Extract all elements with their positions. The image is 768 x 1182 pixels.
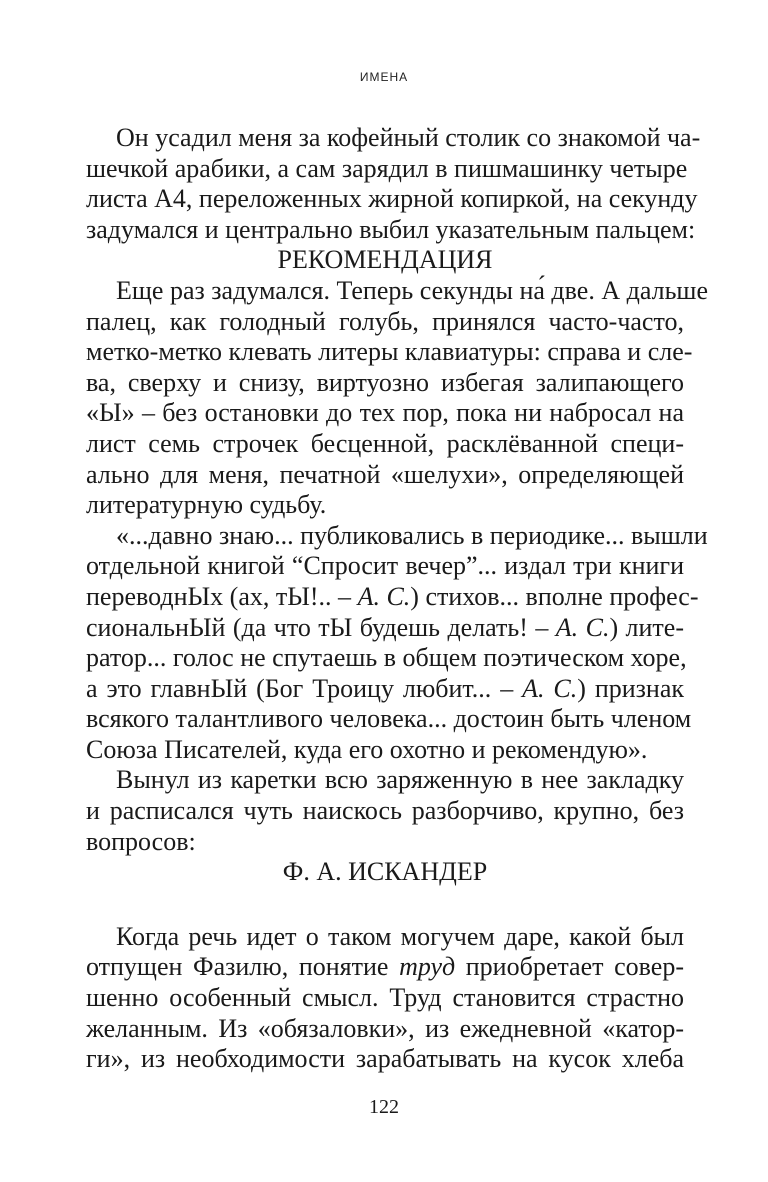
text-line: ва, сверху и снизу, виртуозно избегая залипающего	[86, 367, 684, 397]
text-run: отпущен Фазилю, понятие	[86, 952, 400, 982]
text-line: лист семь строчек бесценной, расклёванной специ-	[86, 428, 684, 458]
text-run: ) лите-	[609, 612, 684, 642]
text-line: вопросов:	[86, 826, 196, 856]
page-number: 122	[369, 1096, 399, 1118]
text-run: сиональнЫй (да что тЫ будешь делать! –	[86, 612, 556, 642]
text-line	[86, 674, 684, 705]
text-line: Еще раз задумался. Теперь секунды на́ две. А дальше	[116, 275, 708, 305]
text-run: ) стихов... вполне профес-	[410, 581, 699, 611]
text-line	[86, 581, 699, 613]
section-gap	[86, 888, 684, 922]
text-run: приобретает совер-	[455, 952, 684, 982]
italic-initials: А. С.	[522, 673, 578, 703]
text-line: литературную судьбу.	[86, 490, 327, 520]
text-line	[86, 613, 684, 644]
paragraph	[86, 765, 684, 857]
paragraph	[86, 123, 701, 245]
text-run: а это главнЫй (Бог Троицу любит... –	[86, 673, 523, 703]
italic-initials: А. С.	[357, 581, 411, 611]
text-line: отдельной книгой “Спросит вечер”... издал три книги	[86, 551, 684, 581]
text-line: «...давно знаю... публиковались в периодике... вышли	[116, 520, 708, 550]
text-line: ратор... голос не спутаешь в общем поэтическом хоре,	[86, 643, 687, 673]
text-line: «Ы» – без остановки до тех пор, пока ни набросал на	[86, 398, 684, 428]
text-line	[86, 952, 684, 983]
text-line: палец, как голодный голубь, принялся часто-часто,	[86, 306, 684, 336]
italic-initials: А. С.	[555, 612, 610, 642]
heading-recommendation: РЕКОМЕНДАЦИЯ	[277, 245, 493, 275]
text-line: шенно особенный смысл. Труд становится страстно	[86, 983, 684, 1013]
text-line: Он усадил меня за кофейный столик со знакомой ча-	[116, 123, 701, 152]
running-header: ИМЕНА	[359, 70, 409, 84]
paragraph	[86, 275, 708, 521]
text-line: всякого талантливого человека... достоин быть членом	[86, 704, 692, 734]
text-line: желанным. Из «обязаловки», из ежедневной «катор-	[86, 1013, 684, 1043]
text-line: Вынул из каретки всю заряженную в нее закладку	[116, 765, 684, 795]
signature: Ф. А. ИСКАНДЕР	[282, 857, 488, 887]
text-line: ально для меня, печатной «шелухи», определяющей	[86, 459, 684, 489]
text-line: Союза Писателей, куда его охотно и рекомендую».	[86, 734, 648, 764]
quoted-recommendation	[86, 520, 708, 766]
text-line: задумался и центрально выбил указательным пальцем:	[86, 214, 696, 244]
text-line: ги», из необходимости зарабатывать на кусок хлеба	[86, 1044, 684, 1074]
page-body	[86, 123, 708, 1075]
text-line: листа А4, переложенных жирной копиркой, на секунду	[86, 184, 698, 214]
paragraph	[86, 922, 684, 1075]
italic-word: труд	[399, 952, 456, 982]
text-run: переводнЫх (ах, тЫ!.. –	[86, 581, 358, 611]
text-line: Когда речь идет о таком могучем даре, какой был	[116, 921, 684, 951]
text-run: ) признак	[577, 673, 684, 703]
text-line: и расписался чуть наискось разборчиво, крупно, без	[86, 796, 684, 826]
text-line: метко-метко клевать литеры клавиатуры: справа и сле-	[86, 337, 693, 367]
text-line: шечкой арабики, а сам зарядил в пишмашинку четыре	[86, 153, 688, 183]
